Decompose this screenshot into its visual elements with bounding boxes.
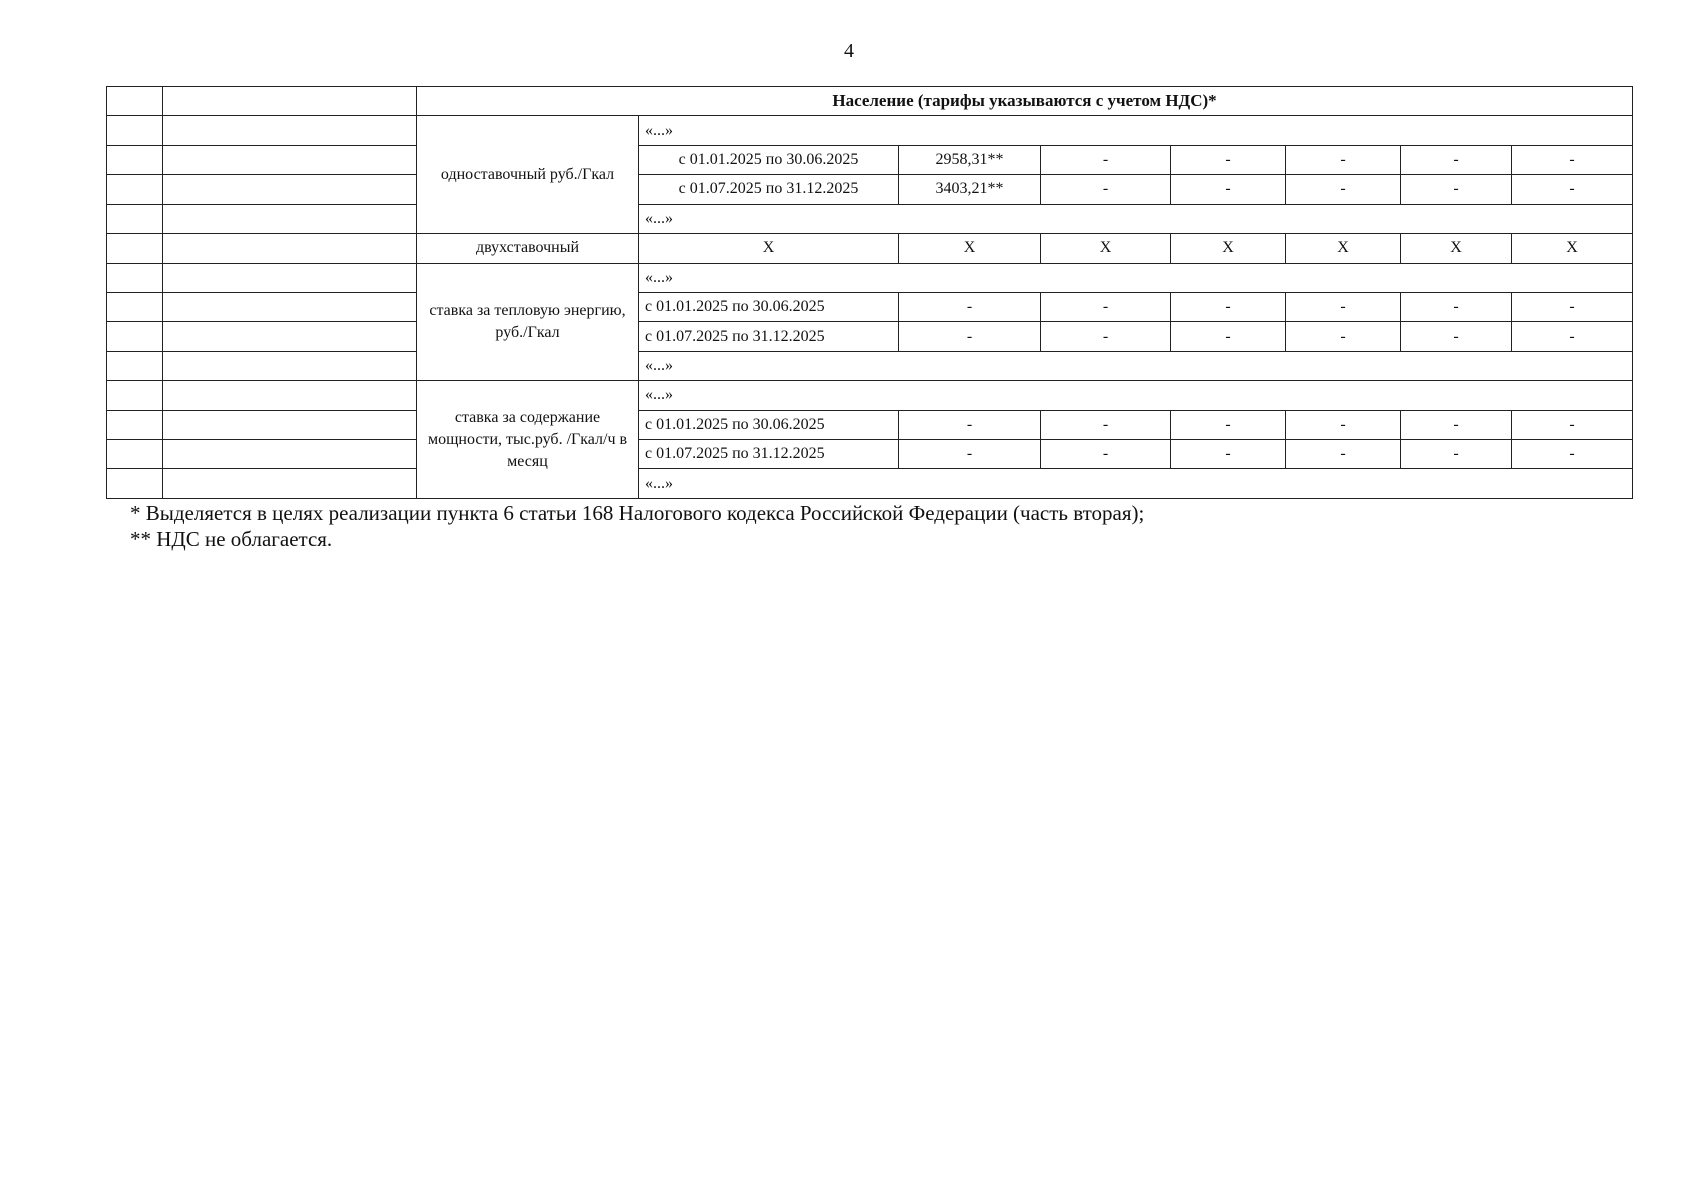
table-cell-empty [107, 116, 163, 145]
table-row [107, 351, 1633, 380]
table-cell-empty [163, 116, 417, 145]
value-cell: - [1286, 145, 1401, 174]
footnote-vat-exempt: ** НДС не облагается. [130, 527, 333, 551]
value-cell: - [1401, 410, 1512, 439]
value-cell: - [1512, 145, 1633, 174]
value-cell: - [1286, 410, 1401, 439]
value-cell: - [899, 410, 1041, 439]
value-cell: - [1401, 175, 1512, 204]
value-cell: - [1401, 292, 1512, 321]
table-row [107, 87, 1633, 116]
period-cell: с 01.07.2025 по 31.12.2025 [639, 322, 899, 351]
period-cell: с 01.01.2025 по 30.06.2025 [639, 145, 899, 174]
period-cell: с 01.07.2025 по 31.12.2025 [639, 175, 899, 204]
table-cell-empty [107, 410, 163, 439]
table-row [107, 116, 1633, 145]
value-cell: X [1286, 234, 1401, 263]
table-cell-empty [163, 145, 417, 174]
table-cell-empty [163, 292, 417, 321]
value-cell: - [1171, 145, 1286, 174]
tariff-table [106, 86, 1633, 499]
table-row [107, 263, 1633, 292]
footnotes [130, 500, 1144, 552]
value-cell: - [1041, 145, 1171, 174]
table-cell-empty [107, 234, 163, 263]
table-row [107, 234, 1633, 263]
page-number: 4 [844, 40, 854, 62]
value-cell: - [1171, 440, 1286, 469]
ellipsis-row: «...» [639, 351, 1633, 380]
table-row [107, 145, 1633, 174]
value-cell: X [899, 234, 1041, 263]
value-cell: X [1171, 234, 1286, 263]
capacity-rate-label: ставка за содержание мощности, тыс.руб. /Гкал/ч в месяц [417, 381, 639, 499]
table-cell-empty [163, 381, 417, 410]
table-row [107, 410, 1633, 439]
table-row [107, 381, 1633, 410]
value-cell: - [1171, 410, 1286, 439]
table-row [107, 440, 1633, 469]
table-cell-empty [107, 87, 163, 116]
table-row [107, 469, 1633, 499]
table-cell-empty [107, 292, 163, 321]
table-cell-empty [163, 322, 417, 351]
value-cell: - [1171, 175, 1286, 204]
value-cell: - [1041, 410, 1171, 439]
value-cell: - [899, 322, 1041, 351]
value-cell: 3403,21** [899, 175, 1041, 204]
value-cell: X [1401, 234, 1512, 263]
ellipsis-row: «...» [639, 469, 1633, 499]
value-cell: - [1286, 322, 1401, 351]
value-cell: - [1041, 175, 1171, 204]
value-cell: - [1041, 440, 1171, 469]
table-cell-empty [163, 263, 417, 292]
heat-rate-label: ставка за тепловую энергию, руб./Гкал [417, 263, 639, 381]
table-cell-empty [163, 351, 417, 380]
ellipsis-row: «...» [639, 381, 1633, 410]
ellipsis-row: «...» [639, 263, 1633, 292]
table-row [107, 292, 1633, 321]
table-cell-empty [107, 440, 163, 469]
value-cell: - [1286, 440, 1401, 469]
table-cell-empty [163, 410, 417, 439]
table-row [107, 175, 1633, 204]
one-rate-label: одноставочный руб./Гкал [417, 116, 639, 234]
value-cell: - [1512, 292, 1633, 321]
value-cell: - [1512, 440, 1633, 469]
table-row [107, 204, 1633, 233]
period-cell: с 01.01.2025 по 30.06.2025 [639, 410, 899, 439]
table-cell-empty [107, 175, 163, 204]
table-cell-empty [163, 87, 417, 116]
value-cell: - [1171, 292, 1286, 321]
value-cell: X [1041, 234, 1171, 263]
table-cell-empty [107, 322, 163, 351]
value-cell: - [899, 292, 1041, 321]
table-cell-empty [163, 469, 417, 499]
value-cell: - [1041, 292, 1171, 321]
footnote-vat-allocation: * Выделяется в целях реализации пункта 6 статьи 168 Налогового кодекса Российской Федерации (часть вторая); [130, 501, 1145, 525]
table-cell-empty [107, 204, 163, 233]
value-cell: - [899, 440, 1041, 469]
table-cell-empty [163, 234, 417, 263]
table-cell-empty [107, 469, 163, 499]
value-cell: - [1401, 440, 1512, 469]
value-cell: - [1401, 145, 1512, 174]
population-header: Население (тарифы указываются с учетом НДС)* [417, 87, 1633, 116]
value-cell: - [1171, 322, 1286, 351]
table-cell-empty [107, 351, 163, 380]
value-cell: - [1512, 322, 1633, 351]
ellipsis-row: «...» [639, 204, 1633, 233]
table-cell-empty [163, 204, 417, 233]
value-cell: - [1286, 175, 1401, 204]
value-cell: X [1512, 234, 1633, 263]
value-cell: - [1512, 410, 1633, 439]
table-cell-empty [107, 381, 163, 410]
value-cell: - [1041, 322, 1171, 351]
value-cell: - [1401, 322, 1512, 351]
period-cell: с 01.01.2025 по 30.06.2025 [639, 292, 899, 321]
table-cell-empty [107, 145, 163, 174]
table-cell-empty [107, 263, 163, 292]
ellipsis-row: «...» [639, 116, 1633, 145]
period-cell: с 01.07.2025 по 31.12.2025 [639, 440, 899, 469]
two-rate-label: двухставочный [417, 234, 639, 263]
value-cell: 2958,31** [899, 145, 1041, 174]
table-row [107, 322, 1633, 351]
value-cell: X [639, 234, 899, 263]
table-cell-empty [163, 175, 417, 204]
value-cell: - [1512, 175, 1633, 204]
value-cell: - [1286, 292, 1401, 321]
table-cell-empty [163, 440, 417, 469]
